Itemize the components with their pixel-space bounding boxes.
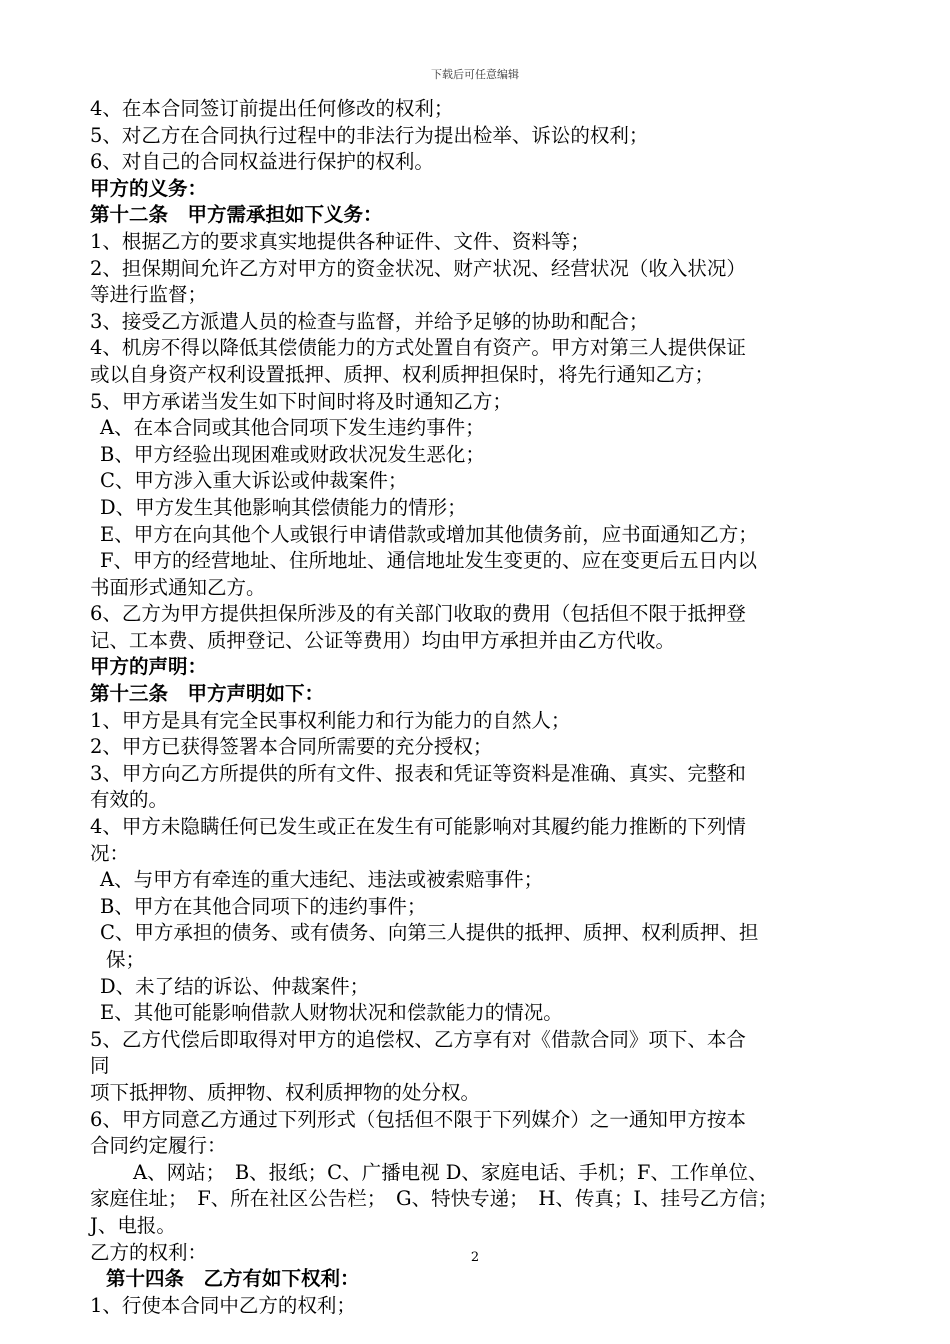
sub-item: B、甲方经验出现困难或财政状况发生恶化； xyxy=(100,442,485,466)
media-options-line: J、电报。 xyxy=(90,1213,176,1237)
text-line: 合同约定履行： xyxy=(90,1134,227,1158)
sub-item: C、甲方承担的债务、或有债务、向第三人提供的抵押、质押、权利质押、担 xyxy=(100,921,759,945)
article-heading: 第十四条 乙方有如下权利： xyxy=(106,1267,360,1291)
sub-item: D、未了结的诉讼、仲裁案件； xyxy=(100,974,370,998)
text-line: 5、甲方承诺当发生如下时间时将及时通知乙方； xyxy=(90,389,512,413)
text-line: 6、甲方同意乙方通过下列形式（包括但不限于下列媒介）之一通知甲方按本 xyxy=(90,1107,746,1131)
sub-item: A、与甲方有牵连的重大违纪、违法或被索赔事件； xyxy=(100,868,544,892)
text-line: 2、甲方已获得签署本合同所需要的充分授权； xyxy=(90,735,493,759)
section-heading: 甲方的声明： xyxy=(90,655,208,679)
sub-item: A、在本合同或其他合同项下发生违约事件； xyxy=(100,416,485,440)
sub-item: E、甲方在向其他个人或银行申请借款或增加其他债务前，应书面通知乙方； xyxy=(100,522,758,546)
text-line: 或以自身资产权利设置抵押、质押、权利质押担保时，将先行通知乙方； xyxy=(90,362,715,386)
text-line: 1、甲方是具有完全民事权利能力和行为能力的自然人； xyxy=(90,708,571,732)
text-line: 6、对自己的合同权益进行保护的权利。 xyxy=(90,150,434,174)
text-line: 4、甲方未隐瞒任何已发生或正在发生有可能影响对其履约能力推断的下列情 xyxy=(90,815,746,839)
text-line: 5、乙方代偿后即取得对甲方的追偿权、乙方享有对《借款合同》项下、本合 xyxy=(90,1027,746,1051)
text-line: 1、行使本合同中乙方的权利； xyxy=(90,1293,356,1317)
sub-item: D、甲方发生其他影响其偿债能力的情形； xyxy=(100,495,467,519)
media-options-line: 家庭住址； F、所在社区公告栏； G、特快专递； H、传真；I、挂号乙方信； xyxy=(90,1187,778,1211)
text-line: 记、工本费、质押登记、公证等费用）均由甲方承担并由乙方代收。 xyxy=(90,628,676,652)
section-heading: 乙方的权利： xyxy=(90,1240,208,1264)
text-line: 1、根据乙方的要求真实地提供各种证件、文件、资料等； xyxy=(90,229,590,253)
text-line: 4、机房不得以降低其偿债能力的方式处置自有资产。甲方对第三人提供保证 xyxy=(90,336,746,360)
page-header-note: 下载后可任意编辑 xyxy=(431,68,519,81)
text-line: 书面形式通知乙方。 xyxy=(90,575,266,599)
text-line: 同 xyxy=(90,1054,110,1078)
text-line: 项下抵押物、质押物、权利质押物的处分权。 xyxy=(90,1080,481,1104)
article-heading: 第十二条 甲方需承担如下义务： xyxy=(90,203,383,227)
text-line: 等进行监督； xyxy=(90,283,208,307)
sub-item: F、甲方的经营地址、住所地址、通信地址发生变更的、应在变更后五日内以 xyxy=(100,549,758,573)
text-line: 5、对乙方在合同执行过程中的非法行为提出检举、诉讼的权利； xyxy=(90,123,649,147)
text-line: 有效的。 xyxy=(90,788,169,812)
text-line: 2、担保期间允许乙方对甲方的资金状况、财产状况、经营状况（收入状况） xyxy=(90,256,746,280)
text-line: 6、乙方为甲方提供担保所涉及的有关部门收取的费用（包括但不限于抵押登 xyxy=(90,602,746,626)
document-body xyxy=(90,96,865,1319)
text-line: 4、在本合同签订前提出任何修改的权利； xyxy=(90,97,454,120)
sub-item-continuation: 保； xyxy=(106,948,146,971)
page-number: 2 xyxy=(470,1250,480,1265)
sub-item: E、其他可能影响借款人财物状况和偿款能力的情况。 xyxy=(100,1001,563,1025)
media-options-line: A、网站； B、报纸；C、广播电视 D、家庭电话、手机；F、工作单位、 xyxy=(133,1160,768,1184)
sub-item: C、甲方涉入重大诉讼或仲裁案件； xyxy=(100,469,408,493)
section-heading: 甲方的义务： xyxy=(90,176,208,200)
sub-item: B、甲方在其他合同项下的违约事件； xyxy=(100,894,427,918)
text-line: 况： xyxy=(90,841,130,865)
article-heading: 第十三条 甲方声明如下： xyxy=(90,682,325,706)
text-line: 3、甲方向乙方所提供的所有文件、报表和凭证等资料是准确、真实、完整和 xyxy=(90,761,746,785)
text-line: 3、接受乙方派遣人员的检查与监督，并给予足够的协助和配合； xyxy=(90,309,649,333)
